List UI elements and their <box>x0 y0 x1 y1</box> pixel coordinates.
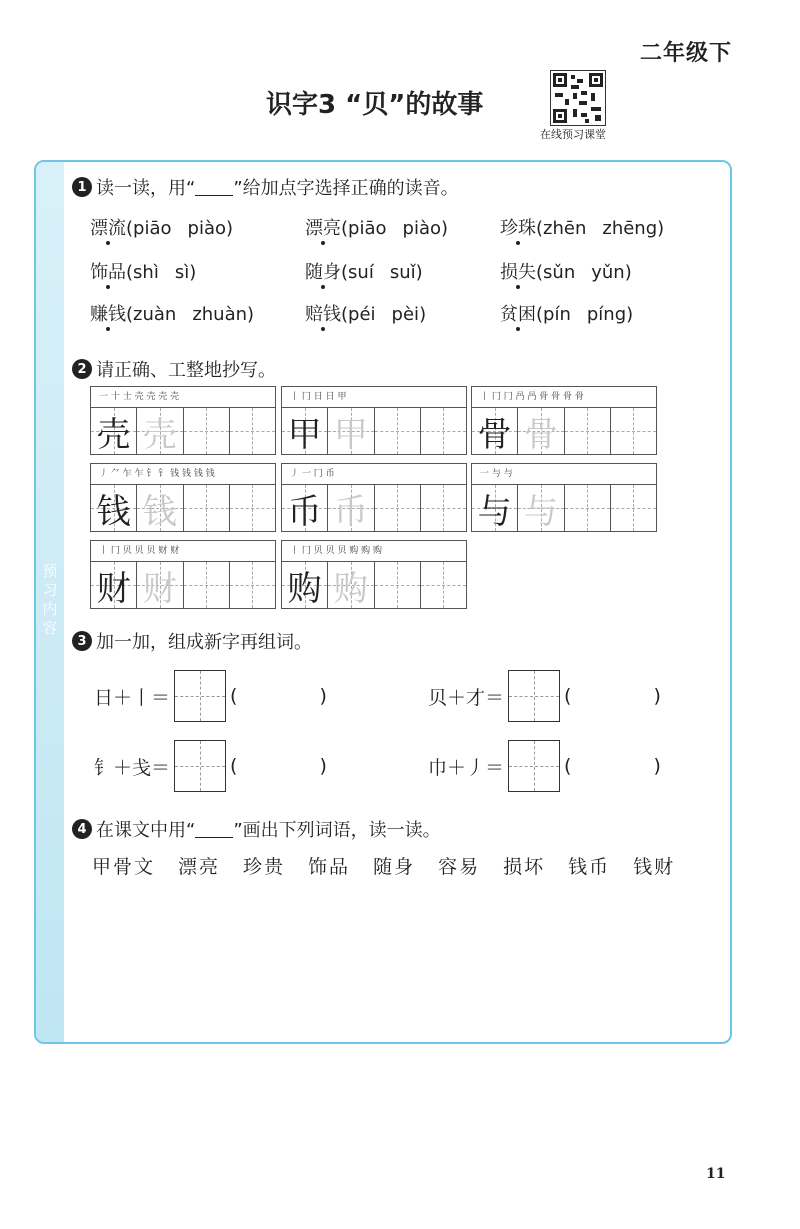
word-char1: 漂亮 <box>305 218 341 239</box>
word-char1: 珍珠 <box>500 218 536 239</box>
copy-box-3 <box>471 386 657 455</box>
q1-text-pre: 读一读，用“ <box>96 178 196 199</box>
model-char-cell: 甲 <box>282 408 328 454</box>
trace-cell[interactable]: 与 <box>518 485 564 531</box>
word-char1: 贫困 <box>500 304 536 325</box>
q2-number: 2 <box>72 359 92 379</box>
blank-cell[interactable] <box>230 485 275 531</box>
word-item[interactable]: 甲骨文 <box>92 856 156 878</box>
trace-cell[interactable]: 骨 <box>518 408 564 454</box>
trace-cell[interactable]: 壳 <box>137 408 183 454</box>
grade-label: 二年级下 <box>640 41 733 66</box>
word-char1: 赚钱 <box>90 304 126 325</box>
stroke-order: 丨 冂 冂 冎 冎 骨 骨 骨 骨 <box>472 387 656 408</box>
word-item[interactable]: 珍贵 <box>243 856 286 878</box>
q4-text-pre: 在课文中用“ <box>96 820 196 841</box>
blank-cell[interactable] <box>184 485 230 531</box>
copy-box-1 <box>90 386 276 455</box>
pinyin-item[interactable]: 漂亮(piāo piào) <box>305 218 449 239</box>
word-char1: 饰品 <box>90 262 126 283</box>
blank-cell[interactable] <box>184 408 230 454</box>
pinyin-item[interactable]: 珍珠(zhēn zhēng) <box>500 218 665 239</box>
blank-cell[interactable] <box>421 408 466 454</box>
equation-expr: 巾＋丿＝ <box>428 756 505 779</box>
blank-cell[interactable] <box>184 562 230 608</box>
word-item[interactable]: 钱币 <box>568 856 611 878</box>
equation-2: 贝＋才＝ ( ) <box>428 670 661 722</box>
q1-text-post: ”给加点字选择正确的读音。 <box>233 178 459 199</box>
stroke-order: 丿 一 冂 币 <box>282 464 466 485</box>
word-item[interactable]: 漂亮 <box>178 856 221 878</box>
blank-cell[interactable] <box>230 562 275 608</box>
word-item[interactable]: 容易 <box>438 856 481 878</box>
q4-text-post: ”画出下列词语，读一读。 <box>233 820 441 841</box>
question-1 <box>72 174 459 200</box>
q1-number: 1 <box>72 177 92 197</box>
stroke-order: 丿 ⺈ 乍 乍 钅 钅 钱 钱 钱 钱 <box>91 464 275 485</box>
word-item[interactable]: 钱财 <box>633 856 676 878</box>
model-char-cell: 购 <box>282 562 328 608</box>
trace-cell[interactable]: 钱 <box>137 485 183 531</box>
model-char-cell: 壳 <box>91 408 137 454</box>
pinyin-item[interactable]: 贫困(pín píng) <box>500 304 634 325</box>
stroke-order: 丨 冂 日 日 甲 <box>282 387 466 408</box>
trace-cell[interactable]: 币 <box>328 485 374 531</box>
answer-box[interactable] <box>174 740 226 792</box>
blank-cell[interactable] <box>611 485 656 531</box>
equation-expr: 贝＋才＝ <box>428 686 505 709</box>
pinyin-item[interactable]: 赔钱(péi pèi) <box>305 304 427 325</box>
stroke-order: 一 与 与 <box>472 464 656 485</box>
page-number: 11 <box>706 1166 726 1182</box>
answer-box[interactable] <box>174 670 226 722</box>
model-char-cell: 与 <box>472 485 518 531</box>
trace-cell[interactable]: 财 <box>137 562 183 608</box>
equation-3: 钅＋戋＝ ( ) <box>94 740 327 792</box>
blank-cell[interactable] <box>565 408 611 454</box>
word-char1: 损失 <box>500 262 536 283</box>
pinyin-item[interactable]: 漂流(piāo piào) <box>90 218 234 239</box>
q3-number: 3 <box>72 631 92 651</box>
copy-box-5 <box>281 463 467 532</box>
lesson-title: 识字3 “贝”的故事 <box>266 90 484 120</box>
model-char-cell: 钱 <box>91 485 137 531</box>
question-2 <box>72 356 276 382</box>
q2-text: 请正确、工整地抄写。 <box>96 360 276 381</box>
trace-cell[interactable]: 购 <box>328 562 374 608</box>
blank-cell[interactable] <box>375 408 421 454</box>
pinyin-item[interactable]: 损失(sǔn yǔn) <box>500 262 632 283</box>
copy-box-7 <box>90 540 276 609</box>
qr-label: 在线预习课堂 <box>540 128 606 141</box>
blank-cell[interactable] <box>421 485 466 531</box>
q4-underline-blank <box>195 821 233 838</box>
blank-cell[interactable] <box>611 408 656 454</box>
equation-expr: 钅＋戋＝ <box>94 756 171 779</box>
side-label: 预习内容 <box>42 562 58 637</box>
stroke-order: 一 十 士 壳 壳 壳 壳 <box>91 387 275 408</box>
copy-box-4 <box>90 463 276 532</box>
panel-side-strip <box>36 162 64 1042</box>
copy-box-8 <box>281 540 467 609</box>
stroke-order: 丨 冂 贝 贝 贝 财 财 <box>91 541 275 562</box>
blank-cell[interactable] <box>230 408 275 454</box>
word-item[interactable]: 损坏 <box>503 856 546 878</box>
pinyin-item[interactable]: 赚钱(zuàn zhuàn) <box>90 304 255 325</box>
qr-code[interactable] <box>550 70 606 126</box>
word-char1: 漂流 <box>90 218 126 239</box>
blank-cell[interactable] <box>565 485 611 531</box>
model-char-cell: 币 <box>282 485 328 531</box>
q4-number: 4 <box>72 819 92 839</box>
word-char1: 赔钱 <box>305 304 341 325</box>
equation-expr: 日＋丨＝ <box>94 686 171 709</box>
trace-cell[interactable]: 甲 <box>328 408 374 454</box>
word-item[interactable]: 饰品 <box>308 856 351 878</box>
copy-box-2 <box>281 386 467 455</box>
model-char-cell: 骨 <box>472 408 518 454</box>
word-char1: 随身 <box>305 262 341 283</box>
pinyin-item[interactable]: 随身(suí suǐ) <box>305 262 423 283</box>
blank-cell[interactable] <box>421 562 466 608</box>
equation-4: 巾＋丿＝ ( ) <box>428 740 661 792</box>
blank-cell[interactable] <box>375 485 421 531</box>
word-list <box>92 852 675 879</box>
answer-box[interactable] <box>508 740 560 792</box>
copy-box-6 <box>471 463 657 532</box>
answer-box[interactable] <box>508 670 560 722</box>
word-item[interactable]: 随身 <box>373 856 416 878</box>
q1-underline-blank <box>195 179 233 196</box>
question-4 <box>72 816 441 842</box>
stroke-order: 丨 冂 贝 贝 贝 购 购 购 <box>282 541 466 562</box>
question-3 <box>72 628 312 654</box>
model-char-cell: 财 <box>91 562 137 608</box>
pinyin-item[interactable]: 饰品(shì sì) <box>90 262 197 283</box>
blank-cell[interactable] <box>375 562 421 608</box>
equation-1: 日＋丨＝ ( ) <box>94 670 327 722</box>
q3-text: 加一加，组成新字再组词。 <box>96 632 312 653</box>
